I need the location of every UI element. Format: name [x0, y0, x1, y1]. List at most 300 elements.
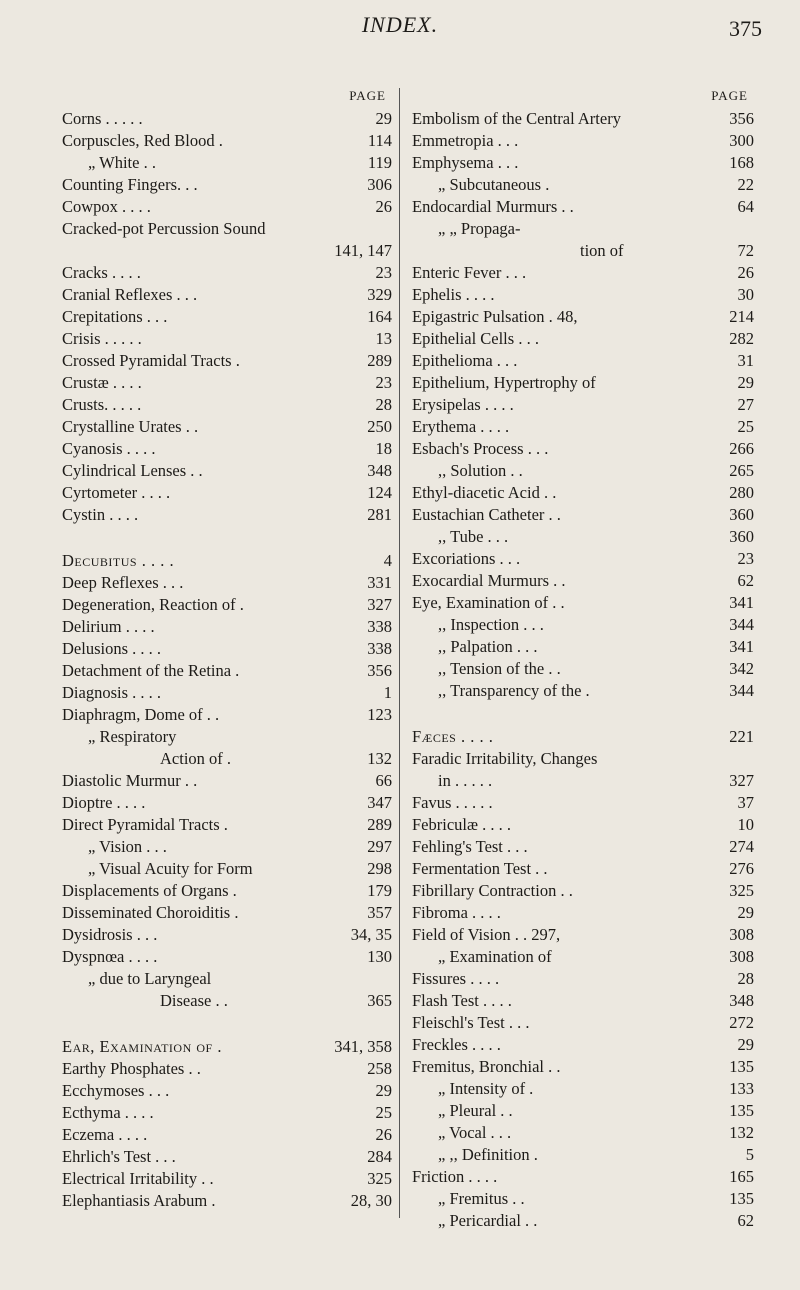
- entry-page: 141, 147: [334, 241, 392, 260]
- index-entry: [412, 174, 754, 196]
- entry-page: 329: [367, 285, 392, 304]
- entry-page: 132: [729, 1123, 754, 1142]
- entry-label: Diaphragm, Dome of . .: [62, 705, 220, 724]
- entry-label: Epithelial Cells . . .: [412, 329, 539, 348]
- entry-page: 365: [367, 991, 392, 1010]
- index-entry: [62, 880, 392, 902]
- index-entry: [62, 594, 392, 616]
- index-entry: [412, 1078, 754, 1100]
- entry-page: 221: [729, 727, 754, 746]
- index-entry: [62, 218, 392, 240]
- entry-label: Emmetropia . . .: [412, 131, 519, 150]
- index-entry: [62, 1190, 392, 1212]
- index-entry: [412, 196, 754, 218]
- entry-page: 124: [367, 483, 392, 502]
- index-entry: [412, 658, 754, 680]
- entry-page: 360: [729, 527, 754, 546]
- index-entry: [412, 836, 754, 858]
- entry-page: 31: [737, 351, 754, 370]
- index-entry: [62, 460, 392, 482]
- index-entry: [62, 306, 392, 328]
- index-entry: [412, 792, 754, 814]
- entry-label: Cystin . . . .: [62, 505, 139, 524]
- entry-label: Friction . . . .: [412, 1167, 498, 1186]
- entry-page: 266: [729, 439, 754, 458]
- entry-label: Excoriations . . .: [412, 549, 521, 568]
- index-entry: [412, 130, 754, 152]
- index-entry: [412, 416, 754, 438]
- index-entry: [62, 968, 392, 990]
- entry-label: Fremitus, Bronchial . .: [412, 1057, 561, 1076]
- index-entry: [412, 968, 754, 990]
- index-entry: [62, 196, 392, 218]
- entry-label: „ Subcutaneous .: [438, 175, 550, 194]
- index-entry: [412, 240, 754, 262]
- entry-page: 360: [729, 505, 754, 524]
- entry-label: „ Pericardial . .: [438, 1211, 538, 1230]
- entry-page: 66: [375, 771, 392, 790]
- entry-label: Epigastric Pulsation . 48,: [412, 307, 578, 326]
- index-entries-left: [62, 108, 392, 1212]
- entry-label: Ethyl-diacetic Acid . .: [412, 483, 557, 502]
- column-divider: [399, 88, 400, 1218]
- index-entry: [412, 990, 754, 1012]
- entry-page: 338: [367, 639, 392, 658]
- entry-label: „ „ Propaga-: [438, 219, 521, 238]
- entry-label: ,, Tension of the . .: [438, 659, 561, 678]
- entry-page: 130: [367, 947, 392, 966]
- entry-page: 37: [737, 793, 754, 812]
- entry-label: Crossed Pyramidal Tracts .: [62, 351, 240, 370]
- index-entry: [62, 814, 392, 836]
- index-entry: [62, 770, 392, 792]
- entry-label: Crisis . . . . .: [62, 329, 142, 348]
- page-column-label: PAGE: [349, 88, 386, 103]
- entry-page: 165: [729, 1167, 754, 1186]
- entry-label: Elephantiasis Arabum .: [62, 1191, 216, 1210]
- entry-page: 10: [737, 815, 754, 834]
- entry-page: 34, 35: [350, 925, 392, 944]
- entry-page: 327: [367, 595, 392, 614]
- index-entry: [62, 748, 392, 770]
- entry-label: Diagnosis . . . .: [62, 683, 161, 702]
- index-entry: [62, 240, 392, 262]
- index-entry: [62, 836, 392, 858]
- entry-label: Crepitations . . .: [62, 307, 168, 326]
- entry-label: Corpuscles, Red Blood .: [62, 131, 223, 150]
- index-entry: [412, 1144, 754, 1166]
- index-entry: [412, 1188, 754, 1210]
- entry-page: 62: [737, 1211, 754, 1230]
- entry-label: Ehrlich's Test . . .: [62, 1147, 176, 1166]
- index-entry: [62, 682, 392, 704]
- index-entry: [62, 660, 392, 682]
- index-entry: [412, 460, 754, 482]
- entry-label: „ Pleural . .: [438, 1101, 513, 1120]
- entry-label: Febriculæ . . . .: [412, 815, 511, 834]
- section-gap: [412, 702, 754, 726]
- entry-page: 119: [367, 153, 392, 172]
- entry-label: „ Visual Acuity for Form: [88, 859, 253, 878]
- right-column: [412, 88, 754, 1232]
- entry-label: Deep Reflexes . . .: [62, 573, 184, 592]
- entry-page: 344: [729, 615, 754, 634]
- index-entry: [62, 174, 392, 196]
- entry-label: „ Vocal . . .: [438, 1123, 512, 1142]
- entry-label: Decubitus . . . .: [62, 551, 175, 570]
- entry-label: Detachment of the Retina .: [62, 661, 240, 680]
- entry-page: 26: [375, 197, 392, 216]
- entry-page: 282: [729, 329, 754, 348]
- entry-page: 26: [737, 263, 754, 282]
- index-entry: [62, 1058, 392, 1080]
- entry-page: 13: [375, 329, 392, 348]
- entry-page: 325: [729, 881, 754, 900]
- entry-page: 25: [375, 1103, 392, 1122]
- index-entry: [412, 1166, 754, 1188]
- index-entry: [62, 902, 392, 924]
- index-entry: [62, 1102, 392, 1124]
- entry-label: Emphysema . . .: [412, 153, 519, 172]
- index-entry: [412, 946, 754, 968]
- index-entry: [412, 858, 754, 880]
- index-entry: [62, 504, 392, 526]
- entry-label: ,, Solution . .: [438, 461, 523, 480]
- entry-page: 18: [375, 439, 392, 458]
- entry-label: Field of Vision . . 297,: [412, 925, 561, 944]
- index-entry: [62, 990, 392, 1012]
- entry-page: 281: [367, 505, 392, 524]
- entry-label: Cylindrical Lenses . .: [62, 461, 203, 480]
- entry-label: Delusions . . . .: [62, 639, 161, 658]
- entry-label: Ear, Examination of .: [62, 1037, 222, 1056]
- index-entry: [412, 814, 754, 836]
- entry-page: 25: [737, 417, 754, 436]
- index-entry: [62, 328, 392, 350]
- entry-label: in . . . . .: [438, 771, 493, 790]
- entry-page: 289: [367, 815, 392, 834]
- entry-label: Displacements of Organs .: [62, 881, 237, 900]
- entry-label: Cracked-pot Percussion Sound: [62, 219, 266, 238]
- index-entry: [62, 616, 392, 638]
- entry-label: Disseminated Choroiditis .: [62, 903, 239, 922]
- entry-page: 341, 358: [334, 1037, 392, 1056]
- index-entry: [412, 1122, 754, 1144]
- entry-label: ,, Inspection . . .: [438, 615, 544, 634]
- index-entry: [62, 638, 392, 660]
- entry-page: 135: [729, 1101, 754, 1120]
- index-entry: [412, 284, 754, 306]
- index-entry: [62, 858, 392, 880]
- index-entry: [412, 548, 754, 570]
- index-entry: [412, 394, 754, 416]
- entry-page: 123: [367, 705, 392, 724]
- entry-page: 289: [367, 351, 392, 370]
- index-entry: [62, 284, 392, 306]
- entry-label: Disease . .: [160, 991, 228, 1010]
- index-entry: [62, 130, 392, 152]
- entry-label: Faradic Irritability, Changes: [412, 749, 598, 768]
- entry-page: 29: [737, 1035, 754, 1054]
- index-entry: [412, 636, 754, 658]
- entry-page: 348: [367, 461, 392, 480]
- index-entry: [412, 726, 754, 748]
- index-entry: [412, 680, 754, 702]
- entry-label: Fæces . . . .: [412, 727, 494, 746]
- entry-label: ,, Transparency of the .: [438, 681, 590, 700]
- index-entry: [412, 614, 754, 636]
- index-entry: [62, 792, 392, 814]
- entry-page: 133: [729, 1079, 754, 1098]
- entry-page: 356: [367, 661, 392, 680]
- entry-page: 348: [729, 991, 754, 1010]
- index-entry: [412, 262, 754, 284]
- entry-page: 276: [729, 859, 754, 878]
- entry-page: 135: [729, 1057, 754, 1076]
- section-gap: [62, 1012, 392, 1036]
- index-entry: [412, 108, 754, 130]
- index-entry: [62, 572, 392, 594]
- entry-label: Diastolic Murmur . .: [62, 771, 198, 790]
- page-number: 375: [729, 16, 762, 41]
- entry-page: 265: [729, 461, 754, 480]
- entry-label: Erysipelas . . . .: [412, 395, 514, 414]
- index-entry: [412, 504, 754, 526]
- entry-label: Counting Fingers. . .: [62, 175, 198, 194]
- entry-page: 1: [383, 683, 392, 702]
- index-entry: [412, 570, 754, 592]
- entry-label: Enteric Fever . . .: [412, 263, 527, 282]
- entry-label: Crystalline Urates . .: [62, 417, 199, 436]
- index-entry: [412, 880, 754, 902]
- entry-label: Crusts. . . . .: [62, 395, 142, 414]
- entry-label: Esbach's Process . . .: [412, 439, 549, 458]
- entry-label: Epithelium, Hypertrophy of: [412, 373, 596, 392]
- entry-label: tion of: [580, 241, 624, 260]
- index-entry: [412, 526, 754, 548]
- entry-page: 29: [737, 903, 754, 922]
- index-entry: [62, 924, 392, 946]
- entry-label: ,, Tube . . .: [438, 527, 509, 546]
- index-entry: [62, 152, 392, 174]
- entry-page: 135: [729, 1189, 754, 1208]
- entry-page: 27: [737, 395, 754, 414]
- index-entry: [412, 748, 754, 770]
- entry-label: Direct Pyramidal Tracts .: [62, 815, 228, 834]
- index-entry: [62, 1036, 392, 1058]
- entry-page: 22: [737, 175, 754, 194]
- entry-label: Cowpox . . . .: [62, 197, 151, 216]
- entry-page: 327: [729, 771, 754, 790]
- index-entry: [412, 218, 754, 240]
- entry-label: Eczema . . . .: [62, 1125, 148, 1144]
- entry-page: 300: [729, 131, 754, 150]
- entry-page: 306: [367, 175, 392, 194]
- entry-page: 28: [737, 969, 754, 988]
- entry-label: „ Examination of: [438, 947, 552, 966]
- entry-page: 214: [729, 307, 754, 326]
- entry-page: 308: [729, 947, 754, 966]
- index-entry: [62, 416, 392, 438]
- entry-page: 297: [367, 837, 392, 856]
- entry-label: Corns . . . . .: [62, 109, 143, 128]
- index-entry: [412, 770, 754, 792]
- entry-page: 28: [375, 395, 392, 414]
- index-entry: [62, 1124, 392, 1146]
- index-entry: [412, 592, 754, 614]
- index-entry: [412, 350, 754, 372]
- index-entry: [62, 726, 392, 748]
- entry-page: 23: [375, 263, 392, 282]
- entry-label: Cyrtometer . . . .: [62, 483, 171, 502]
- entry-page: 284: [367, 1147, 392, 1166]
- entry-page: 23: [737, 549, 754, 568]
- index-entry: [412, 328, 754, 350]
- index-entry: [62, 482, 392, 504]
- index-entry: [412, 1012, 754, 1034]
- entry-label: Delirium . . . .: [62, 617, 155, 636]
- entry-label: Endocardial Murmurs . .: [412, 197, 574, 216]
- index-entry: [412, 1056, 754, 1078]
- entry-page: 168: [729, 153, 754, 172]
- entry-page: 274: [729, 837, 754, 856]
- entry-label: Action of .: [160, 749, 232, 768]
- entry-label: Electrical Irritability . .: [62, 1169, 214, 1188]
- index-entry: [412, 152, 754, 174]
- entry-page: 132: [367, 749, 392, 768]
- index-entry: [62, 350, 392, 372]
- index-entry: [62, 262, 392, 284]
- index-entry: [412, 1100, 754, 1122]
- entry-label: „ Intensity of .: [438, 1079, 534, 1098]
- page-header: [0, 12, 800, 52]
- entry-label: Fibroma . . . .: [412, 903, 501, 922]
- entry-page: 250: [367, 417, 392, 436]
- entry-label: Epithelioma . . .: [412, 351, 518, 370]
- entry-label: Favus . . . . .: [412, 793, 493, 812]
- entry-page: 344: [729, 681, 754, 700]
- entry-page: 341: [729, 593, 754, 612]
- index-entry: [412, 482, 754, 504]
- index-entry: [62, 1146, 392, 1168]
- entry-label: Cyanosis . . . .: [62, 439, 156, 458]
- entry-label: Exocardial Murmurs . .: [412, 571, 566, 590]
- entry-page: 29: [375, 1081, 392, 1100]
- entry-label: Earthy Phosphates . .: [62, 1059, 201, 1078]
- index-entry: [412, 1034, 754, 1056]
- index-entry: [62, 438, 392, 460]
- entry-label: Dysidrosis . . .: [62, 925, 158, 944]
- entry-page: 4: [383, 551, 392, 570]
- entry-page: 164: [367, 307, 392, 326]
- entry-page: 29: [737, 373, 754, 392]
- index-entry: [412, 924, 754, 946]
- entry-label: Cranial Reflexes . . .: [62, 285, 198, 304]
- left-column: [62, 88, 392, 1212]
- section-gap: [62, 526, 392, 550]
- entry-page: 338: [367, 617, 392, 636]
- index-entry: [62, 394, 392, 416]
- entry-page: 308: [729, 925, 754, 944]
- entry-page: 72: [737, 241, 754, 260]
- entry-label: Cracks . . . .: [62, 263, 141, 282]
- entry-page: 331: [367, 573, 392, 592]
- entry-page: 347: [367, 793, 392, 812]
- entry-label: Dyspnœa . . . .: [62, 947, 158, 966]
- entry-page: 62: [737, 571, 754, 590]
- entry-label: Fibrillary Contraction . .: [412, 881, 573, 900]
- entry-page: 5: [745, 1145, 754, 1164]
- entry-page: 280: [729, 483, 754, 502]
- entry-label: Dioptre . . . .: [62, 793, 146, 812]
- entry-label: „ Fremitus . .: [438, 1189, 525, 1208]
- entry-label: Fermentation Test . .: [412, 859, 548, 878]
- entry-label: „ Vision . . .: [88, 837, 167, 856]
- entry-page: 114: [367, 131, 392, 150]
- index-entry: [62, 704, 392, 726]
- entry-page: 258: [367, 1059, 392, 1078]
- index-entry: [62, 550, 392, 572]
- entry-label: „ White . .: [88, 153, 156, 172]
- entry-label: Crustæ . . . .: [62, 373, 142, 392]
- entry-label: Fissures . . . .: [412, 969, 500, 988]
- entry-page: 28, 30: [350, 1191, 392, 1210]
- entry-label: Embolism of the Central Artery: [412, 109, 621, 128]
- entry-label: Fehling's Test . . .: [412, 837, 528, 856]
- entry-page: 29: [375, 109, 392, 128]
- entry-page: 23: [375, 373, 392, 392]
- entry-label: ,, Palpation . . .: [438, 637, 538, 656]
- index-entry: [62, 372, 392, 394]
- entry-label: Erythema . . . .: [412, 417, 510, 436]
- entry-page: 342: [729, 659, 754, 678]
- page-column-label: PAGE: [711, 88, 748, 103]
- entry-label: Ecthyma . . . .: [62, 1103, 154, 1122]
- entry-label: Eye, Examination of . .: [412, 593, 565, 612]
- entry-label: „ ,, Definition .: [438, 1145, 538, 1164]
- entry-label: Ephelis . . . .: [412, 285, 495, 304]
- entry-label: „ due to Laryngeal: [88, 969, 212, 988]
- entry-page: 325: [367, 1169, 392, 1188]
- index-entry: [412, 1210, 754, 1232]
- entry-page: 357: [367, 903, 392, 922]
- entry-page: 341: [729, 637, 754, 656]
- index-entry: [62, 1168, 392, 1190]
- index-entry: [62, 108, 392, 130]
- index-entry: [62, 946, 392, 968]
- entry-label: Ecchymoses . . .: [62, 1081, 170, 1100]
- entry-page: 272: [729, 1013, 754, 1032]
- entry-page: 179: [367, 881, 392, 900]
- entry-page: 64: [737, 197, 754, 216]
- index-entry: [62, 1080, 392, 1102]
- entry-label: Eustachian Catheter . .: [412, 505, 561, 524]
- entry-label: Flash Test . . . .: [412, 991, 512, 1010]
- entry-label: Fleischl's Test . . .: [412, 1013, 530, 1032]
- entry-page: 298: [367, 859, 392, 878]
- entry-page: 356: [729, 109, 754, 128]
- entry-label: „ Respiratory: [88, 727, 177, 746]
- index-entry: [412, 438, 754, 460]
- index-entry: [412, 306, 754, 328]
- entry-label: Freckles . . . .: [412, 1035, 501, 1054]
- entry-page: 26: [375, 1125, 392, 1144]
- index-entry: [412, 372, 754, 394]
- entry-label: Degeneration, Reaction of .: [62, 595, 244, 614]
- entry-page: 30: [737, 285, 754, 304]
- index-entries-right: [412, 108, 754, 1232]
- running-title: INDEX.: [361, 12, 439, 37]
